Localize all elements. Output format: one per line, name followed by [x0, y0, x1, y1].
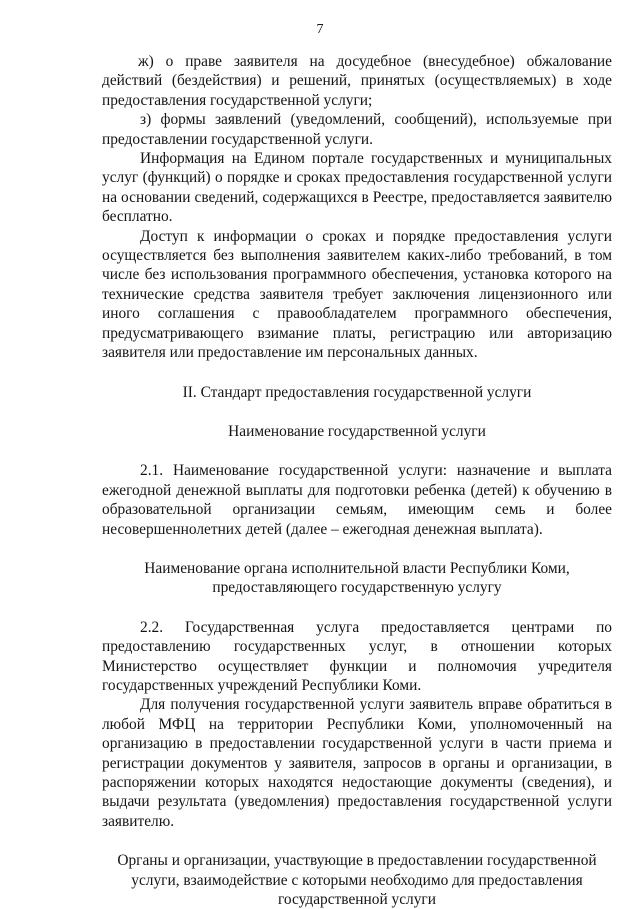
subheading-organizations-line3: государственной услуги [278, 891, 436, 909]
paragraph-2-2: 2.2. Государственная услуга предоставляется центрами по предоставлению государственных услуг, в отношении которых Министерство осуществляет функции и полномочия учредителя государственных учреждений Республики Коми. [102, 618, 612, 694]
subheading-authority-line2: предоставляющего государственную услугу [212, 579, 502, 597]
page-number: 7 [316, 22, 324, 37]
subheading-organizations-line2: услуги, взаимодействие с которыми необходимо для предоставления [131, 871, 583, 889]
paragraph-appeal-right: ж) о праве заявителя на досудебное (внесудебное) обжалование действий (бездействия) и решений, принятых (осуществляемых) в ходе предоставления государственной услуги; [102, 53, 612, 109]
subheading-authority-line1: Наименование органа исполнительной власти Республики Коми, [144, 559, 570, 577]
paragraph-mfc: Для получения государственной услуги заявитель вправе обратиться в любой МФЦ на территории Республики Коми, уполномоченный на организацию в предоставлении государственной услуги в части приема и регистрации документов у заявителя, запросов в органы и организации, в распоряжении которых находятся недостающие документы (сведения), и выдачи результата (уведомления) предоставления государственной услуги заявителю. [102, 696, 612, 830]
subheading-service-name: Наименование государственной услуги [228, 422, 486, 440]
paragraph-access-info: Доступ к информации о сроках и порядке предоставления услуги осуществляется без выполнения заявителем каких-либо требований, в том числе без использования программного обеспечения, установка которого на технические средства заявителя требует заключения лицензионного или иного соглашения с правообладателем программного обеспечения, предусматривающего взимание платы, регистрацию или авторизацию заявителя или предоставление им персональных данных. [102, 227, 612, 362]
section-heading-standard: II. Стандарт предоставления государственной услуги [182, 383, 532, 401]
subheading-organizations-line1: Органы и организации, участвующие в предоставлении государственной [117, 852, 597, 870]
document-body [102, 52, 612, 909]
paragraph-application-forms: з) формы заявлений (уведомлений, сообщений), используемые при предоставлении государственной услуги. [102, 111, 612, 148]
paragraph-2-1: 2.1. Наименование государственной услуги: назначение и выплата ежегодной денежной выплаты для подготовки ребенка (детей) к обучению в образовательной организации семьям, имеющим семь и более несовершеннолетних детей (далее – ежегодная денежная выплата). [102, 462, 612, 538]
paragraph-portal-info: Информация на Едином портале государственных и муниципальных услуг (функций) о порядке и сроках предоставления государственной услуги на основании сведений, содержащихся в Реестре, предоставляется заявителю бесплатно. [102, 150, 612, 226]
